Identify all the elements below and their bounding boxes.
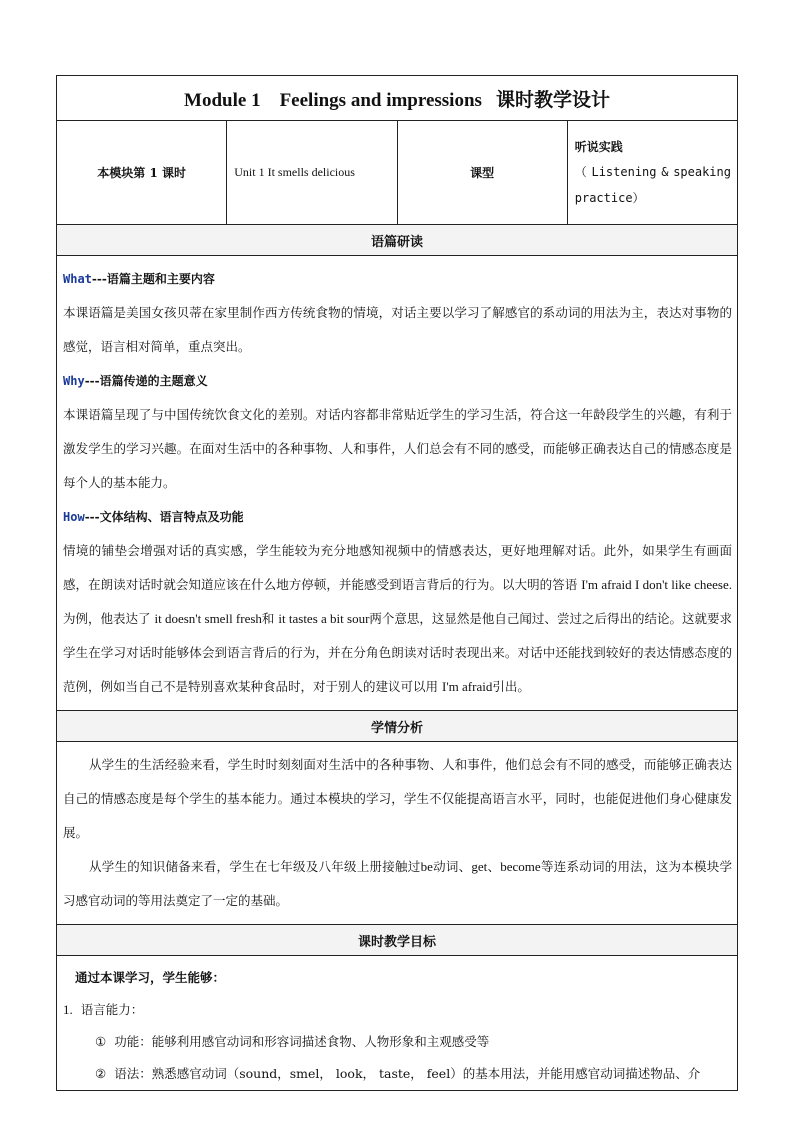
learner-term: get (471, 859, 488, 874)
page-title (57, 76, 738, 121)
learner-term: become (500, 859, 541, 874)
why-body: 本课语篇呈现了与中国传统饮食文化的差别。对话内容都非常贴近学生的学习生活，符合这一年龄段学生的兴趣，有利于激发学生的学习兴趣。在面对生活中的各种事物、人和事件，人们总会有不同的感受，而能够正确表达自己的情感态度是每个人的基本能力。 (63, 407, 732, 490)
goal-label: 语言能力： (80, 1002, 144, 1017)
how-heading (63, 500, 732, 534)
what-label: What (63, 272, 92, 286)
how-title: ---文体结构、语言特点及功能 (84, 510, 244, 524)
goal-sub-text: 语法：熟悉感官动词（sound，smel， look， taste， feel）的基本用法，并能用感官动词描述物品、介 (114, 1066, 701, 1081)
lesson-plan-table (56, 75, 738, 1091)
how-text: 情境的铺垫会增强对话的真实感，学生能较为充分地感知视频中的情感表达，更好地理解对话。此外，如果学生有画面感，在朗读对话时就会知道应该在什么地方停顿，并能感受到语言背后的行为。以大明的答语 (63, 543, 732, 592)
goal-sub-text: 功能：能够利用感官动词和形容词描述食物、人物形象和主观感受等 (114, 1034, 490, 1049)
unit-title-cell: Unit 1 It smells delicious (227, 121, 397, 225)
how-quote: I'm afraid I don't like cheese. (581, 577, 732, 592)
lesson-type-en-end: practice） (574, 190, 645, 205)
how-quote: it doesn't smell fresh (154, 611, 262, 626)
goal-sub-item-2 (63, 1058, 732, 1090)
text-study-content (57, 256, 738, 711)
section-header-goals: 课时教学目标 (57, 925, 738, 956)
type-en-part: & (661, 164, 669, 179)
learner-paragraph-1: 从学生的生活经验来看，学生时时刻刻面对生活中的各种事物、人和事件，他们总会有不同的感受，而能够正确表达自己的情感态度是每个学生的基本能力。通过本模块的学习，学生不仅能提高语言水平，同时，也能促进他们身心健康发展。 (63, 757, 732, 840)
learner-text: 、 (487, 859, 501, 874)
learner-term: be (420, 859, 433, 874)
goals-content (57, 956, 738, 1091)
how-label: How (63, 510, 85, 524)
how-text: 引出。 (492, 679, 530, 694)
lesson-type-value (567, 121, 737, 225)
why-title: ---语篇传递的主题意义 (84, 374, 208, 388)
what-heading (63, 262, 732, 296)
goals-intro: 通过本课学习，学生能够： (75, 970, 226, 985)
how-body (63, 534, 732, 704)
why-heading (63, 364, 732, 398)
learner-paragraph-2 (63, 850, 732, 918)
goal-number: 1. (63, 1002, 73, 1017)
section-header-learner-analysis: 学情分析 (57, 711, 738, 742)
type-en-part: Listening (591, 164, 657, 179)
why-label: Why (63, 374, 85, 388)
how-text: 两个意思，这显然是他自己闻过、尝过之后得出的结论。这就要求学生在学习对话时能够体会到语言背后的行为，并在分角色朗读对话时表现出来。对话中还能找到较好的表达情感态度的范例，例如当自己不是特别喜欢某种食品时，对于别人的建议可以用 (63, 611, 732, 694)
how-quote: it tastes a bit sour (278, 611, 370, 626)
lesson-type-cn: 听说实践 (574, 139, 623, 154)
how-text: 和 (261, 611, 279, 626)
title-english: Module 1 Feelings and impressions (184, 89, 482, 111)
lesson-type-label: 课型 (397, 121, 567, 225)
learner-analysis-content (57, 742, 738, 925)
lesson-type-en-line (575, 156, 731, 188)
type-en-part: speaking (673, 164, 731, 179)
what-title: ---语篇主题和主要内容 (91, 272, 215, 286)
learner-text: 动词、 (432, 859, 472, 874)
title-chinese: 课时教学设计 (495, 88, 610, 111)
type-en-part: （ (574, 164, 587, 179)
lesson-number-cell: 本模块第 1 课时 (57, 121, 227, 225)
goal-sub-item-1 (63, 1026, 732, 1058)
goal-sub-marker: ② (95, 1066, 107, 1081)
goal-sub-marker: ① (95, 1034, 107, 1049)
what-body: 本课语篇是美国女孩贝蒂在家里制作西方传统食物的情境，对话主要以学习了解感官的系动词的用法为主，表达对事物的感觉，语言相对简单，重点突出。 (63, 305, 732, 354)
learner-text: 等连系动词的用法，这为本模块学习感官动词的等用法奠定了一定的基础。 (63, 859, 732, 908)
goal-item-1 (63, 994, 732, 1026)
learner-text: 从学生的知识储备来看，学生在七年级及八年级上册接触过 (89, 859, 421, 874)
how-text: 为例，他表达了 (63, 611, 155, 626)
how-quote: I'm afraid (441, 679, 493, 694)
lesson-plan-page (56, 75, 738, 1091)
section-header-text-study: 语篇研读 (57, 225, 738, 256)
